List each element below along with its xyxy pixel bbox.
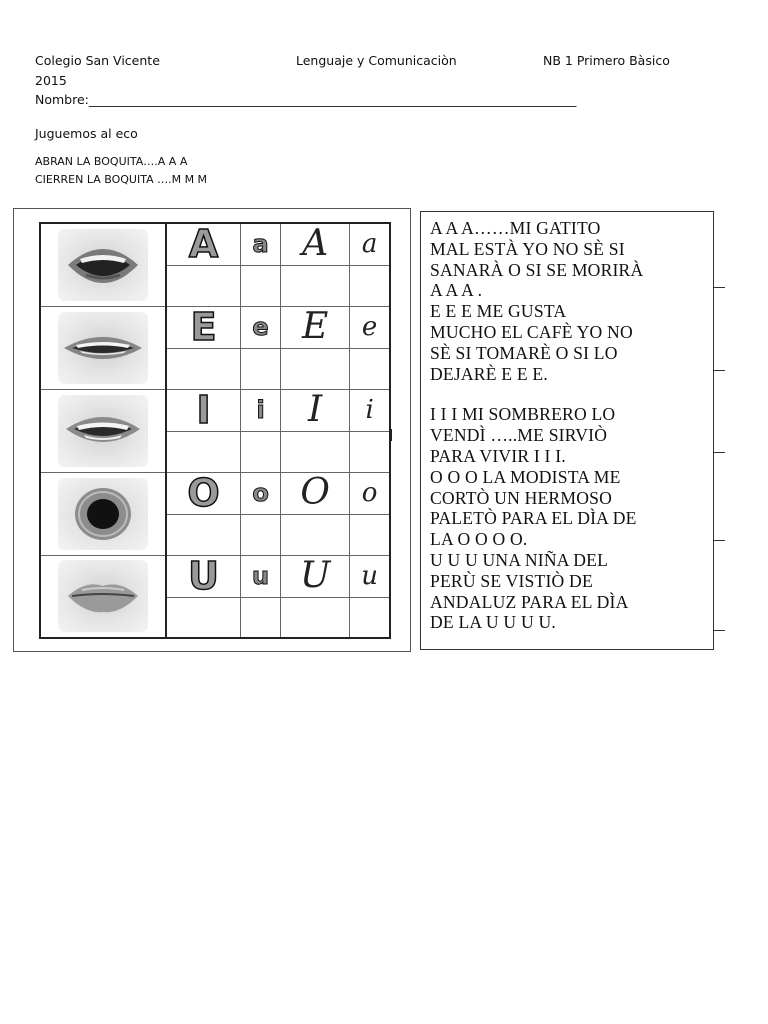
practice-cell[interactable] <box>350 597 390 638</box>
vowel-row <box>40 306 390 348</box>
glyph-cell <box>350 472 390 514</box>
instruction-open-mouth: ABRAN LA BOQUITA….A A A <box>35 155 188 168</box>
round-mouth-icon <box>58 478 148 550</box>
vowel-uppercase: U <box>188 554 219 598</box>
vowel-panel <box>13 208 411 652</box>
vowel-row <box>40 389 390 431</box>
vowel-script-uppercase: A <box>302 223 329 265</box>
rhyme-line: MUCHO EL CAFÈ YO NO <box>430 321 633 342</box>
margin-tick <box>713 287 725 288</box>
rhyme-line: SÈ SI TOMARÈ O SI LO <box>430 342 618 363</box>
rhyme-gap <box>430 384 705 404</box>
glyph-cell <box>166 472 241 514</box>
practice-cell[interactable] <box>166 265 241 306</box>
wide-smile-mouth-icon <box>58 312 148 384</box>
vowel-uppercase: E <box>190 305 217 349</box>
vowel-lowercase: o <box>252 479 269 507</box>
vowel-script-uppercase: I <box>308 389 323 430</box>
practice-cell[interactable] <box>281 265 350 306</box>
margin-tick <box>713 630 725 631</box>
rhyme-line: MAL ESTÀ YO NO SÈ SI <box>430 238 625 259</box>
vowel-script-lowercase: i <box>365 395 374 425</box>
practice-cell[interactable] <box>241 348 281 389</box>
activity-title: Juguemos al eco <box>35 126 138 141</box>
instruction-close-mouth: CIERREN LA BOQUITA ….M M M <box>35 173 208 186</box>
glyph-cell <box>281 306 350 348</box>
practice-cell[interactable] <box>166 597 241 638</box>
vowel-uppercase: O <box>187 471 220 515</box>
practice-cell[interactable] <box>350 514 390 555</box>
rhyme-line: I I I MI SOMBRERO LO <box>430 404 616 425</box>
rhyme-line: DEJARÈ E E E. <box>430 363 548 384</box>
mouth-cell <box>40 472 166 555</box>
name-line: Nombre:______________________________________________________________________________ <box>35 92 577 107</box>
glyph-cell <box>241 306 281 348</box>
practice-cell[interactable] <box>350 348 390 389</box>
practice-cell[interactable] <box>241 431 281 472</box>
mouth-cell <box>40 389 166 472</box>
rhyme-line: PALETÒ PARA EL DÌA DE <box>430 508 637 529</box>
glyph-cell <box>241 472 281 514</box>
practice-cell[interactable] <box>281 597 350 638</box>
vowel-lowercase: u <box>252 562 270 590</box>
glyph-cell <box>350 555 390 597</box>
glyph-cell <box>166 223 241 265</box>
grid-mark <box>389 429 392 441</box>
vowel-script-lowercase: e <box>361 312 378 342</box>
practice-cell[interactable] <box>350 431 390 472</box>
glyph-cell <box>281 223 350 265</box>
rhyme-line: PERÙ SE VISTIÒ DE <box>430 570 593 591</box>
rhyme-line: U U U UNA NIÑA DEL <box>430 549 609 570</box>
rhyme-line: LA O O O O. <box>430 529 528 550</box>
practice-cell[interactable] <box>281 431 350 472</box>
rhyme-line: A A A……MI GATITO <box>430 218 601 238</box>
vowel-script-lowercase: u <box>361 561 378 591</box>
vowel-script-lowercase: a <box>361 229 378 260</box>
vowel-script-uppercase: O <box>300 472 330 513</box>
mouth-cell <box>40 223 166 306</box>
pursed-lips-mouth-icon <box>58 560 148 632</box>
practice-cell[interactable] <box>241 514 281 555</box>
rhyme-line: CORTÒ UN HERMOSO <box>430 487 613 508</box>
vowel-script-uppercase: U <box>299 555 331 596</box>
rhyme-line: DE LA U U U U. <box>430 612 556 633</box>
mouth-cell <box>40 306 166 389</box>
rhyme-box <box>420 211 714 650</box>
glyph-cell <box>166 389 241 431</box>
practice-cell[interactable] <box>281 514 350 555</box>
rhyme-line: ANDALUZ PARA EL DÌA <box>430 591 629 612</box>
practice-cell[interactable] <box>166 431 241 472</box>
vowel-lowercase: i <box>256 396 265 424</box>
vowel-lowercase: e <box>252 313 269 341</box>
school-name: Colegio San Vicente <box>35 53 160 68</box>
practice-cell[interactable] <box>281 348 350 389</box>
glyph-cell <box>281 472 350 514</box>
glyph-cell <box>350 223 390 265</box>
rhyme-line: PARA VIVIR I I I. <box>430 445 566 466</box>
glyph-cell <box>350 389 390 431</box>
vowel-row <box>40 555 390 597</box>
glyph-cell <box>166 555 241 597</box>
vowel-row <box>40 472 390 514</box>
margin-tick <box>713 370 725 371</box>
glyph-cell <box>350 306 390 348</box>
rhyme-line: A A A . <box>430 280 483 301</box>
glyph-cell <box>281 389 350 431</box>
rhyme-line: E E E ME GUSTA <box>430 301 567 322</box>
rhyme-line: VENDÌ …..ME SIRVIÒ <box>430 425 608 446</box>
rhyme-line: SANARÀ O SI SE MORIRÀ <box>430 259 644 280</box>
glyph-cell <box>281 555 350 597</box>
glyph-cell <box>241 555 281 597</box>
vowel-grid <box>39 222 391 639</box>
glyph-cell <box>166 306 241 348</box>
school-year: 2015 <box>35 73 67 88</box>
margin-tick <box>713 540 725 541</box>
vowel-script-uppercase: E <box>301 306 329 347</box>
smile-teeth-mouth-icon <box>58 395 148 467</box>
practice-cell[interactable] <box>166 514 241 555</box>
vowel-uppercase: A <box>188 222 219 267</box>
glyph-cell <box>241 389 281 431</box>
vowel-lowercase: a <box>252 230 269 259</box>
glyph-cell <box>241 223 281 265</box>
mouth-cell <box>40 555 166 638</box>
vowel-row <box>40 223 390 265</box>
margin-tick <box>713 452 725 453</box>
rhyme-line: O O O LA MODISTA ME <box>430 466 621 487</box>
vowel-uppercase: I <box>196 388 211 432</box>
practice-cell[interactable] <box>166 348 241 389</box>
practice-cell[interactable] <box>241 265 281 306</box>
practice-cell[interactable] <box>350 265 390 306</box>
vowel-script-lowercase: o <box>361 478 378 508</box>
practice-cell[interactable] <box>241 597 281 638</box>
grade-level: NB 1 Primero Bàsico <box>543 53 670 68</box>
open-mouth-icon <box>58 229 148 301</box>
subject-name: Lenguaje y Comunicaciòn <box>296 53 457 68</box>
